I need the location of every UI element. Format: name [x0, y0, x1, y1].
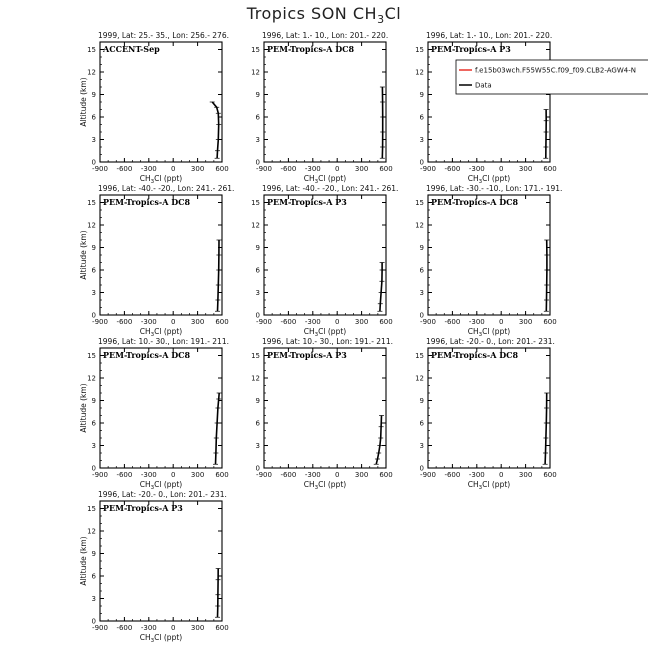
panel-8 — [251, 337, 393, 491]
x-axis-label: $CH_3Cl$ (ppt) — [139, 327, 183, 338]
x-tick-label: -600 — [280, 318, 297, 326]
y-tick-label: 0 — [419, 158, 424, 167]
panel-frame — [264, 42, 386, 162]
y-tick-label: 9 — [91, 91, 96, 99]
y-tick-label: 15 — [87, 505, 96, 513]
panel-frame — [264, 348, 386, 468]
y-tick-label: 9 — [419, 244, 424, 252]
campaign-label: PEM-Tropics-A P3 — [267, 350, 347, 360]
panel-header: 1996, Lat: -20.- 0., Lon: 201.- 231. — [98, 490, 227, 499]
panel-header: 1996, Lat: -20.- 0., Lon: 201.- 231. — [426, 337, 555, 346]
y-tick-label: 3 — [419, 136, 424, 144]
x-tick-label: -900 — [92, 165, 108, 173]
x-axis-label: $CH_3Cl$ (ppt) — [139, 174, 183, 185]
y-tick-label: 15 — [251, 199, 260, 207]
y-tick-label: 0 — [91, 464, 96, 473]
x-tick-label: 300 — [354, 318, 369, 326]
legend-data-label: Data — [475, 81, 492, 90]
y-tick-label: 6 — [91, 419, 96, 428]
y-tick-label: 15 — [251, 352, 260, 360]
x-tick-label: -600 — [280, 165, 297, 173]
x-tick-label: -600 — [116, 624, 133, 632]
x-tick-label: -600 — [444, 471, 461, 479]
y-tick-label: 0 — [91, 158, 96, 167]
x-tick-label: 0 — [498, 318, 504, 326]
y-tick-label: 12 — [415, 68, 424, 77]
y-tick-label: 0 — [255, 158, 260, 167]
y-tick-label: 15 — [87, 46, 96, 54]
x-tick-label: -900 — [420, 165, 436, 173]
y-tick-label: 3 — [91, 595, 96, 603]
title-subscript: 3 — [377, 13, 385, 27]
y-tick-label: 15 — [415, 199, 424, 207]
campaign-label: PEM-Tropics-A P3 — [431, 44, 511, 54]
y-tick-label: 9 — [419, 397, 424, 405]
data-profile-line — [545, 393, 547, 464]
panel-1 — [79, 31, 229, 185]
x-tick-label: 0 — [334, 318, 340, 326]
y-tick-label: 0 — [419, 311, 424, 320]
y-tick-label: 12 — [415, 221, 424, 230]
y-tick-label: 0 — [91, 617, 96, 626]
x-tick-label: 300 — [190, 624, 205, 632]
x-tick-label: -300 — [468, 471, 485, 479]
x-axis-label: $CH_3Cl$ (ppt) — [303, 480, 347, 491]
x-tick-label: 0 — [170, 165, 176, 173]
x-tick-label: 600 — [215, 624, 229, 632]
panel-frame — [428, 195, 550, 315]
x-tick-label: -900 — [92, 318, 108, 326]
y-axis-label: Altitude (km) — [79, 536, 88, 586]
panel-2 — [251, 31, 393, 185]
campaign-label: PEM-Tropics-A DC8 — [103, 350, 191, 360]
x-tick-label: -600 — [116, 471, 133, 479]
y-tick-label: 0 — [91, 311, 96, 320]
y-tick-label: 12 — [87, 527, 96, 536]
x-tick-label: 0 — [170, 624, 176, 632]
y-tick-label: 9 — [255, 91, 260, 99]
x-tick-label: 300 — [190, 318, 205, 326]
y-tick-label: 9 — [91, 550, 96, 558]
x-tick-label: -900 — [420, 318, 436, 326]
y-tick-label: 12 — [87, 374, 96, 383]
x-tick-label: -900 — [420, 471, 436, 479]
x-tick-label: -300 — [468, 318, 485, 326]
y-tick-label: 9 — [255, 244, 260, 252]
panel-frame — [100, 501, 222, 621]
y-tick-label: 6 — [255, 266, 260, 275]
x-axis-label: $CH_3Cl$ (ppt) — [139, 633, 183, 644]
x-tick-label: -300 — [140, 624, 157, 632]
y-tick-label: 12 — [251, 68, 260, 77]
y-tick-label: 0 — [419, 464, 424, 473]
y-tick-label: 12 — [251, 374, 260, 383]
y-tick-label: 6 — [255, 419, 260, 428]
panel-4 — [79, 184, 234, 338]
y-tick-label: 6 — [91, 113, 96, 122]
panel-header: 1996, Lat: 1.- 10., Lon: 201.- 220. — [426, 31, 553, 40]
x-tick-label: -300 — [304, 165, 321, 173]
x-tick-label: -300 — [140, 318, 157, 326]
campaign-label: PEM-Tropics-A DC8 — [431, 197, 519, 207]
y-axis-label: Altitude (km) — [79, 77, 88, 127]
x-tick-label: 0 — [334, 471, 340, 479]
y-tick-label: 0 — [255, 311, 260, 320]
x-tick-label: 600 — [543, 165, 557, 173]
panel-5 — [251, 184, 398, 338]
y-tick-label: 3 — [255, 136, 260, 144]
x-tick-label: -600 — [116, 318, 133, 326]
x-axis-label: $CH_3Cl$ (ppt) — [139, 480, 183, 491]
x-tick-label: -300 — [304, 471, 321, 479]
y-tick-label: 6 — [91, 572, 96, 581]
y-tick-label: 9 — [419, 91, 424, 99]
x-axis-label: $CH_3Cl$ (ppt) — [303, 327, 347, 338]
x-tick-label: -300 — [468, 165, 485, 173]
x-tick-label: -300 — [140, 471, 157, 479]
y-tick-label: 6 — [419, 113, 424, 122]
x-tick-label: -300 — [304, 318, 321, 326]
campaign-label: PEM-Tropics-A DC8 — [267, 44, 355, 54]
data-profile-line — [212, 102, 219, 158]
legend — [456, 60, 648, 94]
x-tick-label: -900 — [256, 471, 272, 479]
x-tick-label: 300 — [518, 318, 533, 326]
x-tick-label: -600 — [116, 165, 133, 173]
panel-9 — [415, 337, 557, 491]
title-end: Cl — [384, 4, 402, 23]
data-profile-line — [546, 240, 547, 311]
x-tick-label: 600 — [379, 165, 393, 173]
y-tick-label: 3 — [419, 442, 424, 450]
y-tick-label: 3 — [91, 289, 96, 297]
x-tick-label: -900 — [92, 624, 108, 632]
x-axis-label: $CH_3Cl$ (ppt) — [303, 174, 347, 185]
y-tick-label: 15 — [415, 46, 424, 54]
panel-10 — [79, 490, 229, 644]
x-tick-label: -900 — [256, 165, 272, 173]
x-axis-label: $CH_3Cl$ (ppt) — [467, 327, 511, 338]
data-profile-line — [216, 393, 220, 464]
x-tick-label: 0 — [170, 471, 176, 479]
y-tick-label: 3 — [91, 442, 96, 450]
x-tick-label: 600 — [543, 471, 557, 479]
y-tick-label: 12 — [251, 221, 260, 230]
x-tick-label: 600 — [215, 471, 229, 479]
x-tick-label: 0 — [498, 165, 504, 173]
x-tick-label: -300 — [140, 165, 157, 173]
data-profile-line — [218, 569, 219, 618]
campaign-label: ACCENT-Sep — [103, 44, 160, 54]
panel-header: 1999, Lat: 25.- 35., Lon: 256.- 276. — [98, 31, 229, 40]
x-tick-label: 600 — [543, 318, 557, 326]
y-tick-label: 15 — [251, 46, 260, 54]
x-tick-label: -900 — [92, 471, 108, 479]
panel-header: 1996, Lat: 1.- 10., Lon: 201.- 220. — [262, 31, 389, 40]
panel-7 — [79, 337, 229, 491]
x-tick-label: 600 — [215, 318, 229, 326]
x-tick-label: 300 — [354, 471, 369, 479]
x-tick-label: 600 — [379, 471, 393, 479]
x-tick-label: 300 — [518, 165, 533, 173]
y-tick-label: 12 — [87, 221, 96, 230]
y-tick-label: 3 — [255, 442, 260, 450]
panel-header: 1996, Lat: -40.- -20., Lon: 241.- 261. — [262, 184, 399, 193]
y-axis-label: Altitude (km) — [79, 383, 88, 433]
campaign-label: PEM-Tropics-A P3 — [103, 503, 183, 513]
data-profile-line — [376, 416, 381, 465]
panel-6 — [415, 184, 562, 338]
x-tick-label: 300 — [190, 165, 205, 173]
campaign-label: PEM-Tropics-A DC8 — [103, 197, 191, 207]
x-tick-label: 300 — [190, 471, 205, 479]
x-tick-label: -600 — [444, 165, 461, 173]
panel-frame — [100, 348, 222, 468]
panel-frame — [100, 195, 222, 315]
title-main: Tropics SON CH — [246, 4, 378, 23]
y-tick-label: 6 — [419, 266, 424, 275]
legend-model-label: f.e15b03wch.F55W55C.f09_f09.CLB2-AGW4-N — [475, 66, 636, 75]
y-tick-label: 6 — [91, 266, 96, 275]
y-tick-label: 12 — [415, 374, 424, 383]
panel-frame — [428, 348, 550, 468]
y-tick-label: 15 — [415, 352, 424, 360]
panel-frame — [264, 195, 386, 315]
y-tick-label: 15 — [87, 352, 96, 360]
x-tick-label: -900 — [256, 318, 272, 326]
y-tick-label: 6 — [255, 113, 260, 122]
x-tick-label: 300 — [518, 471, 533, 479]
y-tick-label: 3 — [255, 289, 260, 297]
y-tick-label: 9 — [91, 397, 96, 405]
x-axis-label: $CH_3Cl$ (ppt) — [467, 480, 511, 491]
y-tick-label: 12 — [87, 68, 96, 77]
data-profile-line — [218, 240, 220, 311]
panel-header: 1996, Lat: 10.- 30., Lon: 191.- 211. — [98, 337, 229, 346]
y-tick-label: 3 — [91, 136, 96, 144]
x-tick-label: 0 — [498, 471, 504, 479]
x-tick-label: 0 — [334, 165, 340, 173]
y-tick-label: 15 — [87, 199, 96, 207]
panel-header: 1996, Lat: 10.- 30., Lon: 191.- 211. — [262, 337, 393, 346]
x-axis-label: $CH_3Cl$ (ppt) — [467, 174, 511, 185]
panel-header: 1996, Lat: -40.- -20., Lon: 241.- 261. — [98, 184, 235, 193]
x-tick-label: -600 — [444, 318, 461, 326]
y-tick-label: 3 — [419, 289, 424, 297]
y-tick-label: 9 — [255, 397, 260, 405]
y-axis-label: Altitude (km) — [79, 230, 88, 280]
campaign-label: PEM-Tropics-A DC8 — [431, 350, 519, 360]
x-tick-label: 0 — [170, 318, 176, 326]
campaign-label: PEM-Tropics-A P3 — [267, 197, 347, 207]
y-tick-label: 9 — [91, 244, 96, 252]
panel-3 — [415, 31, 557, 185]
x-tick-label: -600 — [280, 471, 297, 479]
y-tick-label: 6 — [419, 419, 424, 428]
panel-header: 1996, Lat: -30.- -10., Lon: 171.- 191. — [426, 184, 563, 193]
y-tick-label: 0 — [255, 464, 260, 473]
x-tick-label: 600 — [215, 165, 229, 173]
x-tick-label: 300 — [354, 165, 369, 173]
x-tick-label: 600 — [379, 318, 393, 326]
panel-frame — [100, 42, 222, 162]
